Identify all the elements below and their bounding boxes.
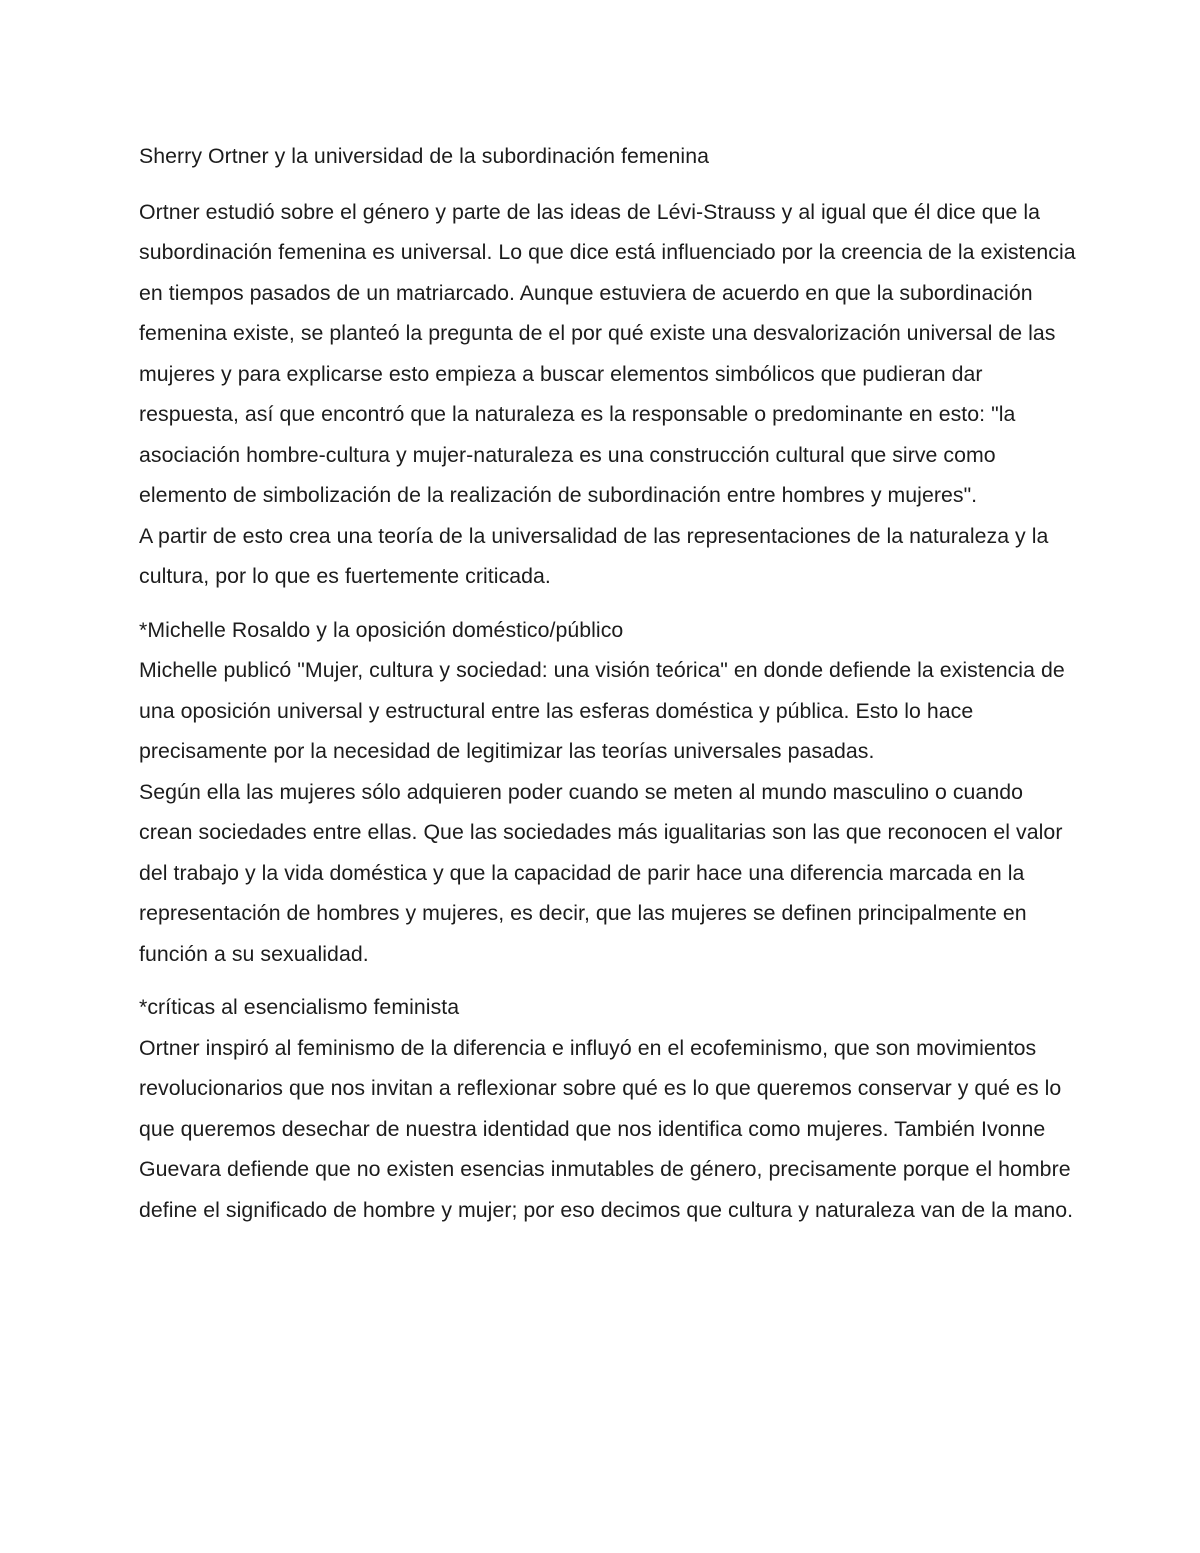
section-heading-rosaldo: *Michelle Rosaldo y la oposición doméstico/público (139, 617, 624, 642)
document-title: Sherry Ortner y la universidad de la subordinación femenina (139, 144, 709, 168)
paragraph-ortner-2: A partir de esto crea una teoría de la universalidad de las representaciones de la naturaleza y la cultura, por lo que es fuertemente criticada. (139, 523, 1049, 588)
paragraph-rosaldo-2: Según ella las mujeres sólo adquieren poder cuando se meten al mundo masculino o cuando crean sociedades entre ellas. Que las sociedades más igualitarias son las que reconocen el valor del trabajo y la vida doméstica y que la capacidad de parir hace una diferencia marcada en la representación de hombres y mujeres, es decir, que las mujeres se definen principalmente en función a su sexualidad. (139, 779, 1063, 966)
paragraph-criticas-1: Ortner inspiró al feminismo de la diferencia e influyó en el ecofeminismo, que son movimientos revolucionarios que nos invitan a reflexionar sobre qué es lo que queremos conservar y qué es lo que queremos desechar de nuestra identidad que nos identifica como mujeres. También Ivonne Guevara defiende que no existen esencias inmutables de género, precisamente porque el hombre define el significado de hombre y mujer; por eso decimos que cultura y naturaleza van de la mano. (139, 1035, 1074, 1222)
document-body (139, 136, 1079, 1230)
section-heading-criticas: *críticas al esencialismo feminista (139, 995, 460, 1019)
paragraph-ortner-1: Ortner estudió sobre el género y parte de las ideas de Lévi-Strauss y al igual que él dice que la subordinación femenina es universal. Lo que dice está influenciado por la creencia de la existencia en tiempos pasados de un matriarcado. Aunque estuviera de acuerdo en que la subordinación femenina existe, se planteó la pregunta de el por qué existe una desvalorización universal de las mujeres y para explicarse esto empieza a buscar elementos simbólicos que pudieran dar respuesta, así que encontró que la naturaleza es la responsable o predominante en esto: "la asociación hombre-cultura y mujer-naturaleza es una construcción cultural que sirve como elemento de simbolización de la realización de subordinación entre hombres y mujeres". (139, 199, 1076, 507)
paragraph-rosaldo-1: Michelle publicó "Mujer, cultura y sociedad: una visión teórica" en donde defiende la existencia de una oposición universal y estructural entre las esferas doméstica y pública. Esto lo hace precisamente por la necesidad de legitimizar las teorías universales pasadas. (139, 658, 1065, 763)
